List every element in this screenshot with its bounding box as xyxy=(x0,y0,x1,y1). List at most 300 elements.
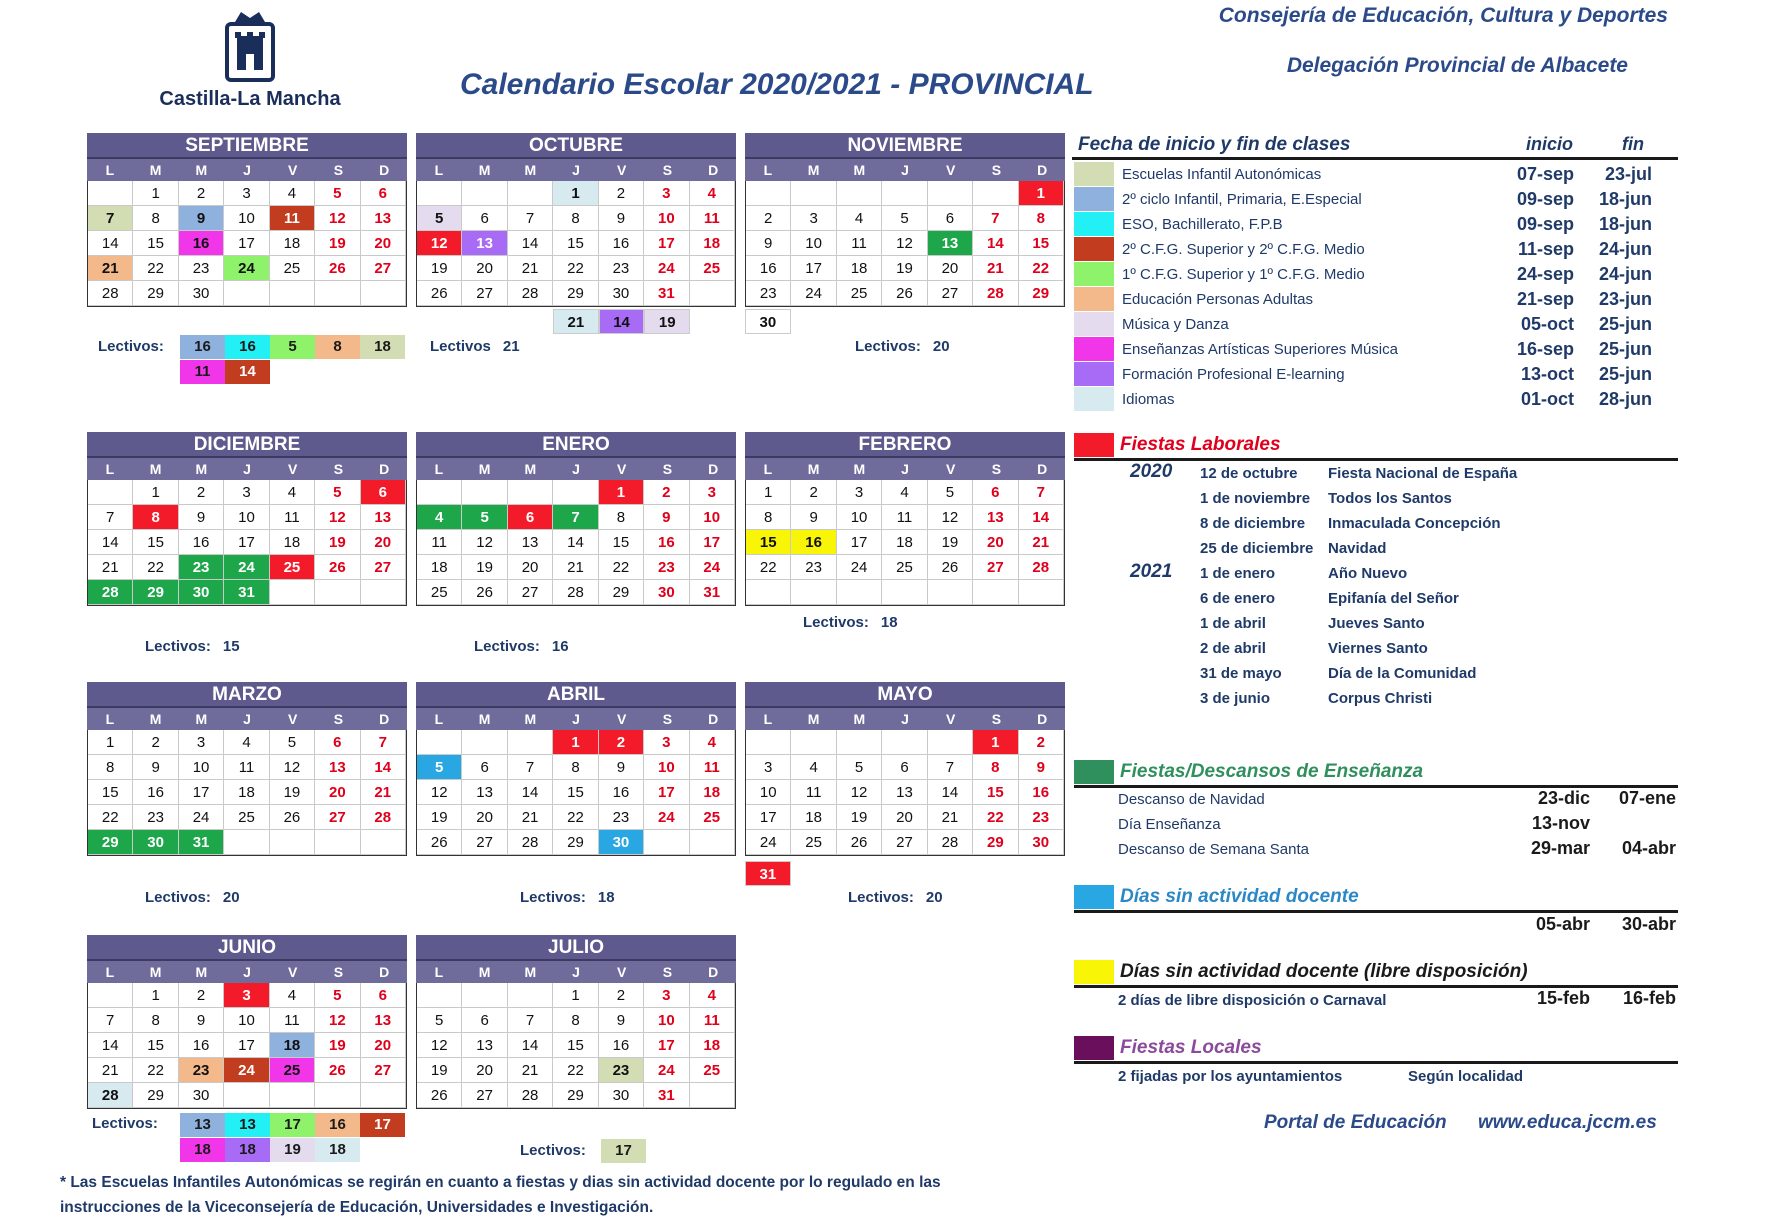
empty-cell xyxy=(270,580,315,605)
legend-fin: 18-jun xyxy=(1598,188,1652,209)
legend-row xyxy=(1074,212,1674,236)
day-grid xyxy=(87,983,407,1109)
weekday-header xyxy=(87,961,407,983)
day-cell: 25 xyxy=(690,1058,735,1083)
day-cell: 21 xyxy=(361,780,406,805)
day-cell: 6 xyxy=(361,983,406,1008)
legend-inicio: 21-sep xyxy=(1516,288,1574,309)
day-cell: 5 xyxy=(270,730,315,755)
day-cell: 12 xyxy=(928,505,973,530)
empty-cell xyxy=(417,181,462,206)
day-cell: 12 xyxy=(837,780,882,805)
day-cell: 26 xyxy=(882,281,927,306)
portal-link[interactable]: www.educa.jccm.es xyxy=(1478,1112,1657,1133)
month-header: ENERO xyxy=(416,432,736,458)
day-cell: 26 xyxy=(417,1083,462,1108)
fiesta-name: Viernes Santo xyxy=(1328,640,1428,657)
weekday-label: L xyxy=(105,461,115,477)
weekday-label: V xyxy=(288,711,298,727)
fiesta-date: 1 de abril xyxy=(1200,615,1266,632)
legend-fin: 23-jul xyxy=(1604,163,1652,184)
day-cell: 28 xyxy=(973,281,1018,306)
legend-row xyxy=(1074,287,1674,311)
day-cell: 12 xyxy=(315,1008,360,1033)
day-cell: 31 xyxy=(224,580,269,605)
day-cell: 14 xyxy=(88,530,133,555)
day-cell: 11 xyxy=(791,780,836,805)
day-cell: 20 xyxy=(315,780,360,805)
ensenanza-label: Descanso de Navidad xyxy=(1118,791,1265,808)
month-header: SEPTIEMBRE xyxy=(87,133,407,159)
lectivos-chip: 17 xyxy=(360,1113,405,1137)
day-cell: 14 xyxy=(508,231,553,256)
day-cell: 18 xyxy=(837,256,882,281)
day-cell: 1 xyxy=(133,480,178,505)
weekday-label: S xyxy=(991,461,1002,477)
day-grid xyxy=(416,181,736,307)
month-septiembre xyxy=(87,133,407,307)
day-grid xyxy=(87,480,407,606)
day-cell: 19 xyxy=(462,555,507,580)
day-cell: 6 xyxy=(315,730,360,755)
day-cell: 17 xyxy=(644,780,689,805)
day-cell: 9 xyxy=(599,755,644,780)
weekday-label: L xyxy=(763,162,773,178)
empty-cell xyxy=(361,1083,406,1108)
weekday-label: L xyxy=(434,711,444,727)
day-cell: 30 xyxy=(599,830,644,855)
lectivos-junio-chips-1 xyxy=(180,1113,405,1137)
day-cell: 5 xyxy=(315,480,360,505)
day-cell: 29 xyxy=(553,830,598,855)
weekday-header xyxy=(416,159,736,181)
day-cell: 3 xyxy=(746,755,791,780)
empty-cell xyxy=(882,181,927,206)
legend-inicio: 11-sep xyxy=(1517,238,1574,259)
weekday-label: S xyxy=(333,461,344,477)
month-junio xyxy=(87,935,407,1109)
empty-cell xyxy=(690,1083,735,1108)
day-cell: 17 xyxy=(690,530,735,555)
day-cell: 24 xyxy=(644,256,689,281)
day-cell: 18 xyxy=(690,1033,735,1058)
day-cell: 9 xyxy=(599,206,644,231)
day-cell: 31 xyxy=(644,1083,689,1108)
day-cell: 11 xyxy=(882,505,927,530)
day-cell: 27 xyxy=(315,805,360,830)
extra-day-cell: 14 xyxy=(599,309,645,334)
day-cell: 2 xyxy=(644,480,689,505)
empty-cell xyxy=(417,480,462,505)
day-cell: 12 xyxy=(270,755,315,780)
day-cell: 23 xyxy=(746,281,791,306)
weekday-header xyxy=(416,961,736,983)
day-cell: 21 xyxy=(508,805,553,830)
day-cell: 26 xyxy=(315,256,360,281)
day-cell: 10 xyxy=(224,505,269,530)
day-cell: 26 xyxy=(315,1058,360,1083)
day-cell: 14 xyxy=(973,231,1018,256)
day-grid xyxy=(87,181,407,307)
day-cell: 5 xyxy=(462,505,507,530)
day-cell: 17 xyxy=(746,805,791,830)
day-cell: 25 xyxy=(417,580,462,605)
fiestas-ensenanza-title: Fiestas/Descansos de Enseñanza xyxy=(1074,760,1423,784)
weekday-label: V xyxy=(288,964,298,980)
lectivos-diciembre: Lectivos: 15 xyxy=(145,638,240,655)
day-cell: 4 xyxy=(270,480,315,505)
day-cell: 9 xyxy=(791,505,836,530)
empty-cell xyxy=(644,830,689,855)
day-cell: 26 xyxy=(417,830,462,855)
day-cell: 7 xyxy=(973,206,1018,231)
day-cell: 20 xyxy=(462,256,507,281)
day-cell: 28 xyxy=(508,281,553,306)
month-header: OCTUBRE xyxy=(416,133,736,159)
day-cell: 5 xyxy=(882,206,927,231)
day-cell: 6 xyxy=(361,181,406,206)
day-cell: 27 xyxy=(462,830,507,855)
day-cell: 6 xyxy=(508,505,553,530)
day-cell: 11 xyxy=(270,1008,315,1033)
day-cell: 10 xyxy=(746,780,791,805)
day-cell: 8 xyxy=(746,505,791,530)
day-cell: 21 xyxy=(88,1058,133,1083)
fiesta-name: Todos los Santos xyxy=(1328,490,1452,507)
day-cell: 30 xyxy=(644,580,689,605)
weekday-label: M xyxy=(195,162,208,178)
day-cell: 3 xyxy=(644,730,689,755)
day-cell: 3 xyxy=(224,181,269,206)
lectivos-septiembre: Lectivos: xyxy=(98,338,164,355)
fiesta-date: 1 de noviembre xyxy=(1200,490,1311,507)
day-cell: 21 xyxy=(88,555,133,580)
fiesta-name: Fiesta Nacional de España xyxy=(1328,465,1518,482)
day-cell: 25 xyxy=(837,281,882,306)
legend-fin: 25-jun xyxy=(1598,313,1652,334)
day-cell: 2 xyxy=(791,480,836,505)
lectivos-chip: 18 xyxy=(225,1138,270,1162)
day-cell: 3 xyxy=(179,730,224,755)
day-cell: 6 xyxy=(361,480,406,505)
day-cell: 21 xyxy=(88,256,133,281)
weekday-label: V xyxy=(617,964,627,980)
weekday-label: S xyxy=(991,162,1002,178)
day-cell: 2 xyxy=(179,181,224,206)
day-cell: 27 xyxy=(462,281,507,306)
day-cell: 14 xyxy=(88,231,133,256)
day-cell: 17 xyxy=(644,1033,689,1058)
day-cell: 21 xyxy=(553,555,598,580)
day-cell: 28 xyxy=(1019,555,1064,580)
weekday-label: J xyxy=(901,162,909,178)
day-cell: 25 xyxy=(270,256,315,281)
empty-cell xyxy=(270,1083,315,1108)
libre-disposicion-swatch xyxy=(1074,960,1114,984)
org-line-1: Consejería de Educación, Cultura y Deportes xyxy=(1218,4,1668,27)
weekday-label: S xyxy=(991,711,1002,727)
empty-cell xyxy=(508,181,553,206)
day-cell: 24 xyxy=(690,555,735,580)
lectivos-chip: 16 xyxy=(180,335,225,359)
legend-swatch xyxy=(1074,312,1114,336)
weekday-label: L xyxy=(763,461,773,477)
fiesta-date: 3 de junio xyxy=(1200,690,1271,707)
weekday-label: L xyxy=(434,162,444,178)
day-cell: 27 xyxy=(361,555,406,580)
lectivos-febrero: Lectivos: 18 xyxy=(803,614,898,631)
weekday-label: V xyxy=(946,461,956,477)
day-cell: 30 xyxy=(599,281,644,306)
day-cell: 6 xyxy=(462,755,507,780)
day-cell: 24 xyxy=(224,555,269,580)
lectivos-noviembre: Lectivos: 20 xyxy=(855,338,950,355)
day-cell: 17 xyxy=(837,530,882,555)
day-cell: 13 xyxy=(315,755,360,780)
weekday-label: J xyxy=(243,162,251,178)
day-cell: 28 xyxy=(88,1083,133,1108)
legend-swatch xyxy=(1074,187,1114,211)
day-cell: 3 xyxy=(224,983,269,1008)
empty-cell xyxy=(361,580,406,605)
weekday-label: M xyxy=(195,964,208,980)
empty-cell xyxy=(553,480,598,505)
day-cell: 10 xyxy=(837,505,882,530)
day-cell: 3 xyxy=(224,480,269,505)
day-cell: 21 xyxy=(508,1058,553,1083)
legend-swatch xyxy=(1074,387,1114,411)
legend-row xyxy=(1074,237,1674,261)
day-cell: 24 xyxy=(791,281,836,306)
day-cell: 18 xyxy=(270,231,315,256)
day-cell: 22 xyxy=(553,1058,598,1083)
empty-cell xyxy=(462,730,507,755)
day-cell: 13 xyxy=(462,1033,507,1058)
day-cell: 24 xyxy=(224,256,269,281)
legend-row xyxy=(1074,162,1674,186)
weekday-label: D xyxy=(1037,461,1048,477)
day-cell: 30 xyxy=(179,281,224,306)
day-cell: 9 xyxy=(179,206,224,231)
legend-fin: 28-jun xyxy=(1598,388,1652,409)
day-cell: 19 xyxy=(315,1033,360,1058)
day-cell: 5 xyxy=(417,755,462,780)
empty-cell xyxy=(224,830,269,855)
empty-cell xyxy=(462,983,507,1008)
day-cell: 8 xyxy=(553,755,598,780)
weekday-label: V xyxy=(946,711,956,727)
day-cell: 16 xyxy=(1019,780,1064,805)
weekday-label: V xyxy=(617,711,627,727)
weekday-label: J xyxy=(243,711,251,727)
month-header: JULIO xyxy=(416,935,736,961)
weekday-label: J xyxy=(572,162,580,178)
legend-swatch xyxy=(1074,162,1114,186)
day-cell: 20 xyxy=(462,1058,507,1083)
day-cell: 8 xyxy=(88,755,133,780)
day-cell: 5 xyxy=(417,206,462,231)
org-line-2: Delegación Provincial de Albacete xyxy=(1286,54,1628,77)
day-cell: 8 xyxy=(1019,206,1064,231)
month-header: JUNIO xyxy=(87,935,407,961)
month-header: MARZO xyxy=(87,682,407,708)
day-cell: 26 xyxy=(837,830,882,855)
day-cell: 26 xyxy=(270,805,315,830)
empty-cell xyxy=(690,830,735,855)
fiesta-name: Inmaculada Concepción xyxy=(1328,515,1501,532)
fiesta-date: 2 de abril xyxy=(1200,640,1266,657)
day-cell: 6 xyxy=(928,206,973,231)
fiesta-name: Corpus Christi xyxy=(1328,690,1433,707)
day-cell: 11 xyxy=(417,530,462,555)
weekday-header xyxy=(87,458,407,480)
empty-cell xyxy=(1019,580,1064,605)
lectivos-chip: 8 xyxy=(315,335,360,359)
empty-cell xyxy=(315,580,360,605)
day-cell: 20 xyxy=(462,805,507,830)
day-cell: 22 xyxy=(599,555,644,580)
empty-cell xyxy=(508,983,553,1008)
day-cell: 18 xyxy=(690,780,735,805)
day-cell: 11 xyxy=(690,206,735,231)
fiestas-laborales-title: Fiestas Laborales xyxy=(1074,433,1281,457)
day-cell: 24 xyxy=(644,1058,689,1083)
day-cell: 4 xyxy=(270,181,315,206)
lectivos-chip: 11 xyxy=(180,360,225,384)
weekday-label: M xyxy=(524,461,537,477)
day-cell: 17 xyxy=(644,231,689,256)
day-cell: 17 xyxy=(224,1033,269,1058)
lectivos-abril: Lectivos: 18 xyxy=(520,889,615,906)
day-grid xyxy=(87,730,407,856)
day-cell: 1 xyxy=(599,480,644,505)
day-cell: 25 xyxy=(690,256,735,281)
day-cell: 15 xyxy=(133,530,178,555)
day-cell: 22 xyxy=(133,1058,178,1083)
day-cell: 14 xyxy=(928,780,973,805)
logo-text: Castilla-La Mancha xyxy=(159,88,341,110)
day-cell: 29 xyxy=(973,830,1018,855)
day-cell: 4 xyxy=(270,983,315,1008)
day-cell: 29 xyxy=(553,1083,598,1108)
day-cell: 13 xyxy=(361,206,406,231)
day-grid xyxy=(416,983,736,1109)
weekday-label: V xyxy=(617,461,627,477)
day-cell: 12 xyxy=(315,206,360,231)
day-cell: 8 xyxy=(133,505,178,530)
lectivos-chip: 17 xyxy=(601,1139,646,1163)
legend-label: 2º C.F.G. Superior y 2º C.F.G. Medio xyxy=(1122,240,1365,258)
day-grid xyxy=(745,181,1065,307)
weekday-label: M xyxy=(195,711,208,727)
lectivos-chip: 18 xyxy=(315,1138,360,1162)
day-cell: 16 xyxy=(599,231,644,256)
legend-inicio: 24-sep xyxy=(1516,263,1574,284)
day-cell: 13 xyxy=(508,530,553,555)
day-cell: 17 xyxy=(791,256,836,281)
page-title: Calendario Escolar 2020/2021 - PROVINCIAL xyxy=(460,68,1094,101)
lectivos-chip: 19 xyxy=(270,1138,315,1162)
legend-swatch xyxy=(1074,262,1114,286)
month-abril xyxy=(416,682,736,856)
day-cell: 13 xyxy=(928,231,973,256)
lectivos-chip: 18 xyxy=(360,335,405,359)
empty-cell xyxy=(361,830,406,855)
weekday-label: S xyxy=(662,162,673,178)
weekday-label: D xyxy=(379,162,390,178)
legend-label: 1º C.F.G. Superior y 1º C.F.G. Medio xyxy=(1122,265,1365,283)
month-noviembre xyxy=(745,133,1065,307)
day-cell: 10 xyxy=(690,505,735,530)
day-cell: 11 xyxy=(224,755,269,780)
empty-cell xyxy=(315,1083,360,1108)
weekday-label: M xyxy=(524,964,537,980)
day-cell: 14 xyxy=(88,1033,133,1058)
weekday-label: M xyxy=(807,711,820,727)
day-cell: 8 xyxy=(553,206,598,231)
empty-cell xyxy=(88,181,133,206)
empty-cell xyxy=(973,580,1018,605)
weekday-label: V xyxy=(288,461,298,477)
legend-col-fin: fin xyxy=(1622,134,1644,154)
empty-cell xyxy=(837,181,882,206)
legend-inicio: 05-oct xyxy=(1520,313,1574,334)
libre-disposicion-title: Días sin actividad docente (libre disposición) xyxy=(1074,960,1528,984)
lectivos-junio-chips-2 xyxy=(180,1138,360,1162)
day-cell: 7 xyxy=(361,730,406,755)
day-cell: 27 xyxy=(973,555,1018,580)
lectivos-chip: 16 xyxy=(225,335,270,359)
day-cell: 10 xyxy=(644,755,689,780)
day-cell: 13 xyxy=(361,505,406,530)
empty-cell xyxy=(88,480,133,505)
weekday-header xyxy=(87,159,407,181)
mayo-extra-row xyxy=(745,861,791,886)
day-cell: 23 xyxy=(644,555,689,580)
weekday-label: D xyxy=(708,711,719,727)
lectivos-enero: Lectivos: 16 xyxy=(474,638,569,655)
day-cell: 17 xyxy=(179,780,224,805)
day-cell: 4 xyxy=(690,983,735,1008)
noviembre-extra-row xyxy=(745,309,791,334)
empty-cell xyxy=(882,730,927,755)
fiesta-name: Navidad xyxy=(1328,540,1387,557)
day-cell: 15 xyxy=(553,231,598,256)
legend-rule xyxy=(1072,157,1678,160)
day-cell: 2 xyxy=(179,480,224,505)
weekday-label: M xyxy=(149,964,162,980)
lectivos-septiembre-chips-1 xyxy=(180,335,405,359)
day-cell: 1 xyxy=(88,730,133,755)
weekday-label: J xyxy=(572,711,580,727)
weekday-label: M xyxy=(149,461,162,477)
fiesta-date: 8 de diciembre xyxy=(1200,515,1306,532)
day-cell: 16 xyxy=(746,256,791,281)
ensenanza-d2: 07-ene xyxy=(1618,788,1676,808)
day-cell: 11 xyxy=(270,206,315,231)
legend-row xyxy=(1074,187,1674,211)
day-cell: 15 xyxy=(553,780,598,805)
day-cell: 23 xyxy=(179,555,224,580)
empty-cell xyxy=(315,830,360,855)
day-cell: 9 xyxy=(179,505,224,530)
day-cell: 15 xyxy=(133,1033,178,1058)
day-cell: 31 xyxy=(644,281,689,306)
weekday-label: L xyxy=(763,711,773,727)
empty-cell xyxy=(361,281,406,306)
day-cell: 15 xyxy=(746,530,791,555)
day-cell: 22 xyxy=(88,805,133,830)
